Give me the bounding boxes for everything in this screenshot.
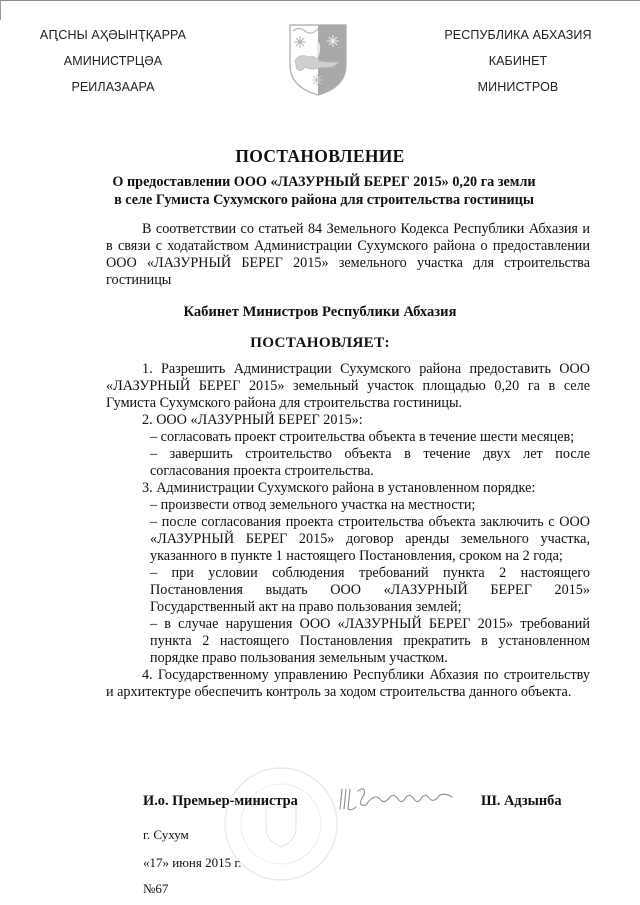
decrees-heading: ПОСТАНОВЛЯЕТ:: [250, 334, 390, 351]
decree-subitem: – при условии соблюдения требований пункта 2 настоящего Постановления выдать ООО «ЛАЗУРНЫЙ БЕРЕГ 2015» Государственный акт на право пользования землей;: [150, 565, 590, 615]
decree-items: [106, 361, 590, 701]
issuer-heading: Кабинет Министров Республики Абхазия: [183, 304, 457, 320]
decree-item-1: 1. Разрешить Администрации Сухумского района предоставить ООО «ЛАЗУРНЫЙ БЕРЕГ 2015» земельный участок площадью 0,20 га в селе Гумиста Сухумского района для строительства гостиницы.: [106, 361, 590, 411]
document-subject: [80, 173, 568, 209]
header-right-line-2: КАБИНЕТ: [488, 54, 548, 68]
decree-subitem: – произвести отвод земельного участка на местности;: [150, 497, 476, 513]
header-left-line-2: АМИНИСТРЦӘА: [63, 54, 163, 68]
subject-line-1: О предоставлении ООО «ЛАЗУРНЫЙ БЕРЕГ 2015» 0,20 га земли: [112, 174, 536, 190]
header-abkhaz: [28, 27, 198, 105]
header-right-line-1: РЕСПУБЛИКА АБХАЗИЯ: [444, 28, 592, 42]
document-type-title: ПОСТАНОВЛЕНИЕ: [235, 146, 405, 166]
header-russian: [438, 27, 598, 105]
issue-city: г. Сухум: [143, 827, 189, 842]
decree-subitem: – согласовать проект строительства объекта в течение шести месяцев;: [150, 429, 575, 445]
decree-subitem: – после согласования проекта строительства объекта заключить с ООО «ЛАЗУРНЫЙ БЕРЕГ 2015» договор аренды земельного участка, указанного в пункте 1 настоящего Постановления, сроком на 2 года;: [150, 514, 590, 564]
decree-item-3: 3. Администрации Сухумского района в установленном порядке:: [142, 480, 536, 496]
decree-item-2: 2. ООО «ЛАЗУРНЫЙ БЕРЕГ 2015»:: [142, 412, 363, 428]
decree-subitem: – завершить строительство объекта в течение двух лет после согласования проекта строительства.: [150, 446, 590, 479]
header-right-line-3: МИНИСТРОВ: [477, 80, 559, 94]
subject-line-2: в селе Гумиста Сухумского района для строительства гостиницы: [114, 192, 534, 208]
decree-subitem: – в случае нарушения ООО «ЛАЗУРНЫЙ БЕРЕГ 2015» требований пункта 2 настоящего Постановления прекратить в установленном порядке право пользования земельным участком.: [150, 616, 590, 666]
decree-item-4: 4. Государственному управлению Республики Абхазия по строительству и архитектуре обеспечить контроль за ходом строительства данного объекта.: [106, 667, 590, 700]
header-left-line-3: РЕИЛАЗААРА: [71, 80, 155, 94]
scan-border-left: [0, 0, 1, 20]
signatory-position: И.о. Премьер-министра: [143, 793, 298, 809]
preamble: В соответствии со статьей 84 Земельного Кодекса Республики Абхазия и в связи с ходатайством Администрации Сухумского района о предоставлении ООО «ЛАЗУРНЫЙ БЕРЕГ 2015» земельного участка для строительства гостиницы: [106, 221, 590, 288]
header-left-line-1: АԤСНЫ АҲӘЫНҬҚАРРА: [39, 28, 187, 42]
coat-of-arms-icon: [287, 21, 349, 97]
signatory-name: Ш. Адзынба: [481, 793, 562, 809]
scan-border-top: [0, 0, 640, 1]
issue-date: «17» июня 2015 г.: [143, 855, 242, 870]
document-number: №67: [143, 881, 169, 896]
handwritten-signature-icon: [336, 783, 456, 815]
